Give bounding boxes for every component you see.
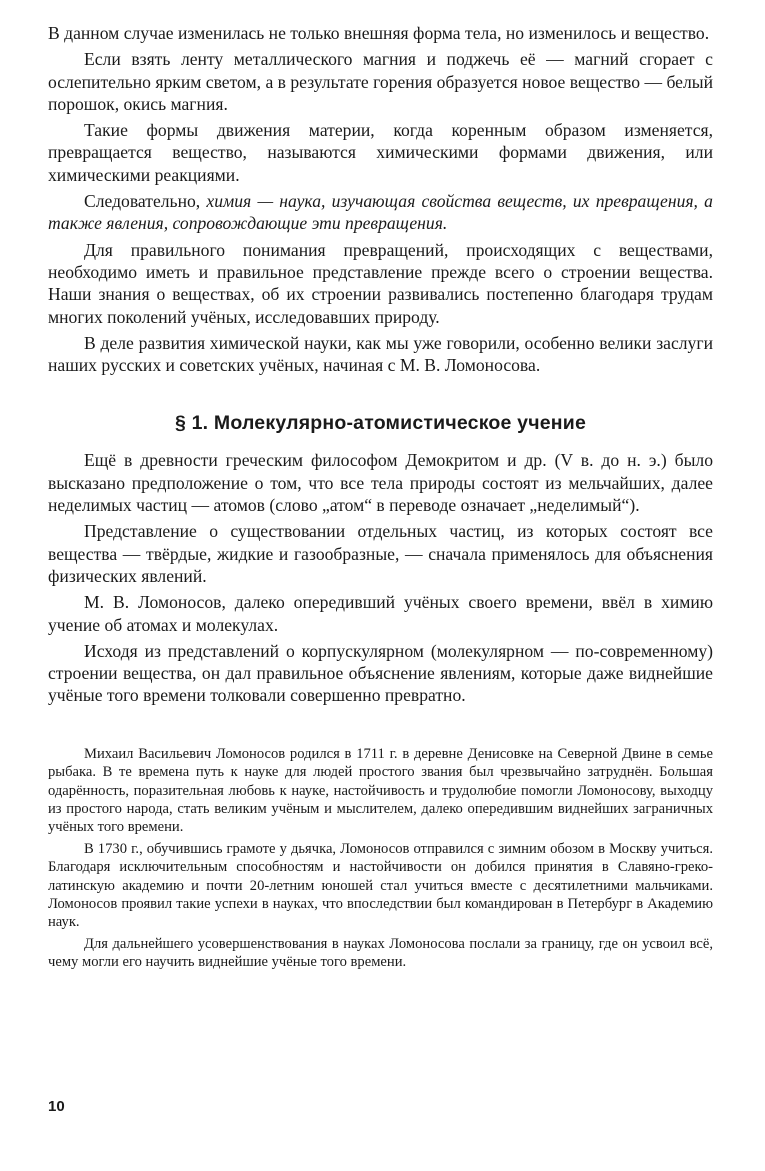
paragraph: В деле развития химической науки, как мы уже говорили, особенно велики заслуги наших русских и советских учёных, начиная с М. В. Ломоносова.: [48, 332, 713, 376]
paragraph: Исходя из представлений о корпускулярном (молекулярном — по-современному) строении вещества, он дал правильное объяснение явлениям, которые даже виднейшие учёные того времени толковали совершенно превратно.: [48, 640, 713, 706]
chemistry-definition: химия — наука, изучающая свойства веществ, их превращения, а также явления, сопровождающие эти превращения.: [48, 191, 713, 234]
section-heading: § 1. Молекулярно-атомистическое учение: [174, 412, 587, 435]
biography-note: [48, 745, 713, 972]
paragraph: Для правильного понимания превращений, происходящих с веществами, необходимо иметь и правильное представление прежде всего о строении вещества. Наши знания о веществах, об их строении развивались постепенно благодаря трудам многих поколений учёных, исследовавших природу.: [48, 239, 713, 327]
paragraph: Ещё в древности греческим философом Демокритом и др. (V в. до н. э.) было высказано предположение о том, что все тела природы состоят из мельчайших, далее неделимых частиц — атомов (слово „атом“ в переводе означает „неделимый“).: [48, 450, 713, 516]
definition-lead: Следовательно,: [84, 191, 207, 212]
paragraph: В данном случае изменилась не только внешняя форма тела, но изменилось и вещество.: [48, 23, 710, 43]
paragraph: Если взять ленту металлического магния и поджечь её — магний сгорает с ослепительно ярким светом, а в результате горения образуется новое вещество — белый порошок, окись магния.: [48, 49, 713, 114]
paragraph: М. В. Ломоносов, далеко опередивший учёных своего времени, ввёл в химию учение об атомах и молекулах.: [48, 592, 713, 635]
paragraph: Представление о существовании отдельных частиц, из которых состоят все вещества — твёрдые, жидкие и газообразные, — сначала применялось для объяснения физических явлений.: [48, 521, 713, 586]
note-paragraph: Михаил Васильевич Ломоносов родился в 1711 г. в деревне Денисовке на Северной Двине в семье рыбака. В те времена путь к науке для людей простого звания был чрезвычайно затруднён. Большая одарённость, поразительная любовь к науке, настойчивость и трудолюбие помогли Ломоносову, выходцу из простого народа, стать великим учёным и мыслителем, далеко опередившим виднейших заграничных учёных того времени.: [48, 745, 713, 836]
page-number: 10: [48, 1098, 65, 1115]
definition-paragraph: [48, 190, 713, 235]
note-paragraph: В 1730 г., обучившись грамоте у дьячка, Ломоносов отправился с зимним обозом в Москву учиться. Благодаря исключительным способностям и настойчивости он добился принятия в Славяно-греко-латинскую академию и почти 20-летним юношей стал учиться вместе с десятилетними мальчиками. Ломоносов проявил такие успехи в науках, что впоследствии был командирован в Петербург в Академию наук.: [48, 840, 713, 931]
note-paragraph: Для дальнейшего усовершенствования в науках Ломоносова послали за границу, где он усвоил всё, чему могли его научить виднейшие учёные того времени.: [48, 935, 713, 971]
paragraph: Такие формы движения материи, когда коренным образом изменяется, превращается вещество, называются химическими формами движения, или химическими реакциями.: [48, 120, 713, 185]
main-text: [48, 22, 713, 707]
